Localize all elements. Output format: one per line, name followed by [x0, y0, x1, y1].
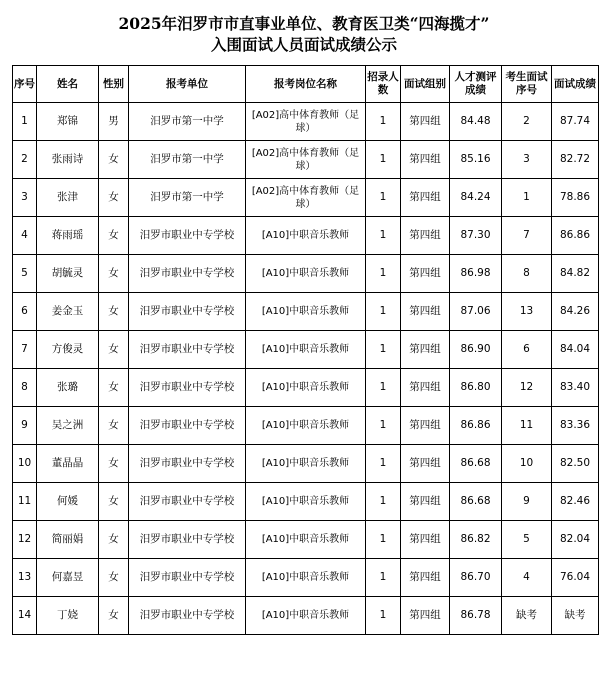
cell-index: 13 — [13, 559, 37, 597]
cell-group: 第四组 — [401, 445, 450, 483]
cell-index: 12 — [13, 521, 37, 559]
cell-quota: 1 — [366, 217, 401, 255]
cell-post: [A10]中职音乐教师 — [246, 369, 366, 407]
header-name: 姓名 — [37, 66, 99, 103]
cell-interview-order: 8 — [502, 255, 552, 293]
cell-assessment-score: 86.68 — [450, 445, 502, 483]
cell-post: [A10]中职音乐教师 — [246, 559, 366, 597]
cell-assessment-score: 86.82 — [450, 521, 502, 559]
cell-index: 8 — [13, 369, 37, 407]
table-row — [13, 293, 599, 331]
cell-interview-score: 78.86 — [552, 179, 599, 217]
cell-gender: 女 — [99, 407, 129, 445]
cell-post: [A02]高中体育教师（足球） — [246, 179, 366, 217]
cell-unit: 汨罗市职业中专学校 — [129, 369, 246, 407]
cell-interview-order: 12 — [502, 369, 552, 407]
cell-unit: 汨罗市职业中专学校 — [129, 559, 246, 597]
table-row — [13, 483, 599, 521]
document-title: 2025年汨罗市市直事业单位、教育医卫类“四海揽才” — [118, 14, 490, 33]
cell-unit: 汨罗市职业中专学校 — [129, 521, 246, 559]
cell-group: 第四组 — [401, 217, 450, 255]
cell-group: 第四组 — [401, 521, 450, 559]
cell-group: 第四组 — [401, 103, 450, 141]
cell-post: [A10]中职音乐教师 — [246, 521, 366, 559]
cell-interview-order: 4 — [502, 559, 552, 597]
cell-quota: 1 — [366, 597, 401, 635]
cell-interview-order: 3 — [502, 141, 552, 179]
table-row — [13, 445, 599, 483]
cell-name: 郑锦 — [37, 103, 99, 141]
cell-quota: 1 — [366, 445, 401, 483]
cell-quota: 1 — [366, 293, 401, 331]
cell-assessment-score: 86.78 — [450, 597, 502, 635]
cell-name: 方俊灵 — [37, 331, 99, 369]
cell-index: 2 — [13, 141, 37, 179]
header-group: 面试组别 — [401, 66, 450, 103]
table-row — [13, 103, 599, 141]
cell-unit: 汨罗市职业中专学校 — [129, 407, 246, 445]
cell-name: 张雨诗 — [37, 141, 99, 179]
cell-quota: 1 — [366, 521, 401, 559]
cell-interview-score: 82.72 — [552, 141, 599, 179]
table-row — [13, 407, 599, 445]
cell-gender: 男 — [99, 103, 129, 141]
cell-interview-score: 84.04 — [552, 331, 599, 369]
cell-unit: 汨罗市第一中学 — [129, 179, 246, 217]
cell-gender: 女 — [99, 445, 129, 483]
table-row — [13, 255, 599, 293]
cell-interview-score: 84.26 — [552, 293, 599, 331]
cell-gender: 女 — [99, 141, 129, 179]
cell-post: [A10]中职音乐教师 — [246, 293, 366, 331]
cell-gender: 女 — [99, 483, 129, 521]
cell-gender: 女 — [99, 179, 129, 217]
cell-group: 第四组 — [401, 369, 450, 407]
cell-interview-score: 82.04 — [552, 521, 599, 559]
cell-post: [A10]中职音乐教师 — [246, 331, 366, 369]
cell-quota: 1 — [366, 483, 401, 521]
cell-index: 3 — [13, 179, 37, 217]
cell-post: [A10]中职音乐教师 — [246, 445, 366, 483]
table-row — [13, 217, 599, 255]
cell-assessment-score: 85.16 — [450, 141, 502, 179]
cell-unit: 汨罗市职业中专学校 — [129, 217, 246, 255]
cell-unit: 汨罗市职业中专学校 — [129, 483, 246, 521]
header-index: 序号 — [13, 66, 37, 103]
header-assessment-score: 人才测评成绩 — [450, 66, 502, 103]
cell-quota: 1 — [366, 559, 401, 597]
header-unit: 报考单位 — [129, 66, 246, 103]
cell-interview-order: 11 — [502, 407, 552, 445]
results-table — [12, 65, 599, 635]
table-row — [13, 369, 599, 407]
cell-group: 第四组 — [401, 179, 450, 217]
table-row — [13, 179, 599, 217]
cell-name: 吴之洲 — [37, 407, 99, 445]
cell-quota: 1 — [366, 141, 401, 179]
cell-interview-order: 13 — [502, 293, 552, 331]
cell-name: 胡毓灵 — [37, 255, 99, 293]
cell-post: [A02]高中体育教师（足球） — [246, 103, 366, 141]
cell-post: [A10]中职音乐教师 — [246, 407, 366, 445]
cell-group: 第四组 — [401, 559, 450, 597]
cell-unit: 汨罗市第一中学 — [129, 103, 246, 141]
cell-gender: 女 — [99, 255, 129, 293]
cell-name: 董晶晶 — [37, 445, 99, 483]
cell-unit: 汨罗市职业中专学校 — [129, 331, 246, 369]
cell-gender: 女 — [99, 597, 129, 635]
table-row — [13, 597, 599, 635]
cell-assessment-score: 87.06 — [450, 293, 502, 331]
cell-post: [A10]中职音乐教师 — [246, 217, 366, 255]
cell-group: 第四组 — [401, 293, 450, 331]
table-row — [13, 559, 599, 597]
cell-assessment-score: 86.80 — [450, 369, 502, 407]
cell-gender: 女 — [99, 331, 129, 369]
cell-assessment-score: 86.90 — [450, 331, 502, 369]
cell-interview-order: 1 — [502, 179, 552, 217]
cell-quota: 1 — [366, 179, 401, 217]
table-body — [13, 103, 599, 635]
cell-interview-score: 83.36 — [552, 407, 599, 445]
cell-assessment-score: 84.24 — [450, 179, 502, 217]
cell-post: [A10]中职音乐教师 — [246, 597, 366, 635]
cell-group: 第四组 — [401, 407, 450, 445]
cell-index: 4 — [13, 217, 37, 255]
cell-assessment-score: 86.70 — [450, 559, 502, 597]
cell-name: 丁娆 — [37, 597, 99, 635]
table-row — [13, 331, 599, 369]
cell-unit: 汨罗市职业中专学校 — [129, 255, 246, 293]
cell-group: 第四组 — [401, 255, 450, 293]
cell-interview-order: 5 — [502, 521, 552, 559]
cell-unit: 汨罗市职业中专学校 — [129, 597, 246, 635]
cell-index: 1 — [13, 103, 37, 141]
cell-interview-score: 82.50 — [552, 445, 599, 483]
cell-assessment-score: 84.48 — [450, 103, 502, 141]
cell-group: 第四组 — [401, 597, 450, 635]
cell-assessment-score: 86.68 — [450, 483, 502, 521]
table-row — [13, 141, 599, 179]
cell-quota: 1 — [366, 255, 401, 293]
cell-interview-order: 6 — [502, 331, 552, 369]
header-post: 报考岗位名称 — [246, 66, 366, 103]
cell-unit: 汨罗市职业中专学校 — [129, 445, 246, 483]
cell-name: 张津 — [37, 179, 99, 217]
cell-post: [A10]中职音乐教师 — [246, 255, 366, 293]
cell-quota: 1 — [366, 369, 401, 407]
cell-assessment-score: 86.86 — [450, 407, 502, 445]
cell-gender: 女 — [99, 559, 129, 597]
cell-index: 7 — [13, 331, 37, 369]
cell-interview-score: 82.46 — [552, 483, 599, 521]
cell-assessment-score: 86.98 — [450, 255, 502, 293]
cell-unit: 汨罗市职业中专学校 — [129, 293, 246, 331]
header-row — [13, 66, 599, 103]
header-gender: 性别 — [99, 66, 129, 103]
cell-quota: 1 — [366, 103, 401, 141]
document-subtitle: 入围面试人员面试成绩公示 — [210, 35, 397, 54]
cell-group: 第四组 — [401, 141, 450, 179]
header-quota: 招录人数 — [366, 66, 401, 103]
cell-index: 5 — [13, 255, 37, 293]
cell-index: 10 — [13, 445, 37, 483]
cell-interview-order: 10 — [502, 445, 552, 483]
cell-interview-score: 缺考 — [552, 597, 599, 635]
cell-name: 何媛 — [37, 483, 99, 521]
cell-index: 6 — [13, 293, 37, 331]
cell-post: [A02]高中体育教师（足球） — [246, 141, 366, 179]
cell-interview-score: 76.04 — [552, 559, 599, 597]
cell-index: 9 — [13, 407, 37, 445]
cell-name: 姜金玉 — [37, 293, 99, 331]
cell-name: 蒋雨瑶 — [37, 217, 99, 255]
table-row — [13, 521, 599, 559]
cell-gender: 女 — [99, 521, 129, 559]
cell-group: 第四组 — [401, 331, 450, 369]
cell-name: 张璐 — [37, 369, 99, 407]
cell-index: 11 — [13, 483, 37, 521]
cell-group: 第四组 — [401, 483, 450, 521]
cell-quota: 1 — [366, 407, 401, 445]
cell-interview-score: 86.86 — [552, 217, 599, 255]
cell-name: 何嘉昱 — [37, 559, 99, 597]
cell-index: 14 — [13, 597, 37, 635]
cell-name: 简丽娟 — [37, 521, 99, 559]
cell-gender: 女 — [99, 217, 129, 255]
cell-interview-order: 2 — [502, 103, 552, 141]
cell-interview-order: 7 — [502, 217, 552, 255]
header-interview-order: 考生面试序号 — [502, 66, 552, 103]
cell-interview-score: 84.82 — [552, 255, 599, 293]
cell-post: [A10]中职音乐教师 — [246, 483, 366, 521]
cell-interview-order: 9 — [502, 483, 552, 521]
cell-quota: 1 — [366, 331, 401, 369]
cell-assessment-score: 87.30 — [450, 217, 502, 255]
cell-gender: 女 — [99, 293, 129, 331]
header-interview-score: 面试成绩 — [552, 66, 599, 103]
cell-interview-order: 缺考 — [502, 597, 552, 635]
cell-gender: 女 — [99, 369, 129, 407]
cell-unit: 汨罗市第一中学 — [129, 141, 246, 179]
cell-interview-score: 83.40 — [552, 369, 599, 407]
cell-interview-score: 87.74 — [552, 103, 599, 141]
